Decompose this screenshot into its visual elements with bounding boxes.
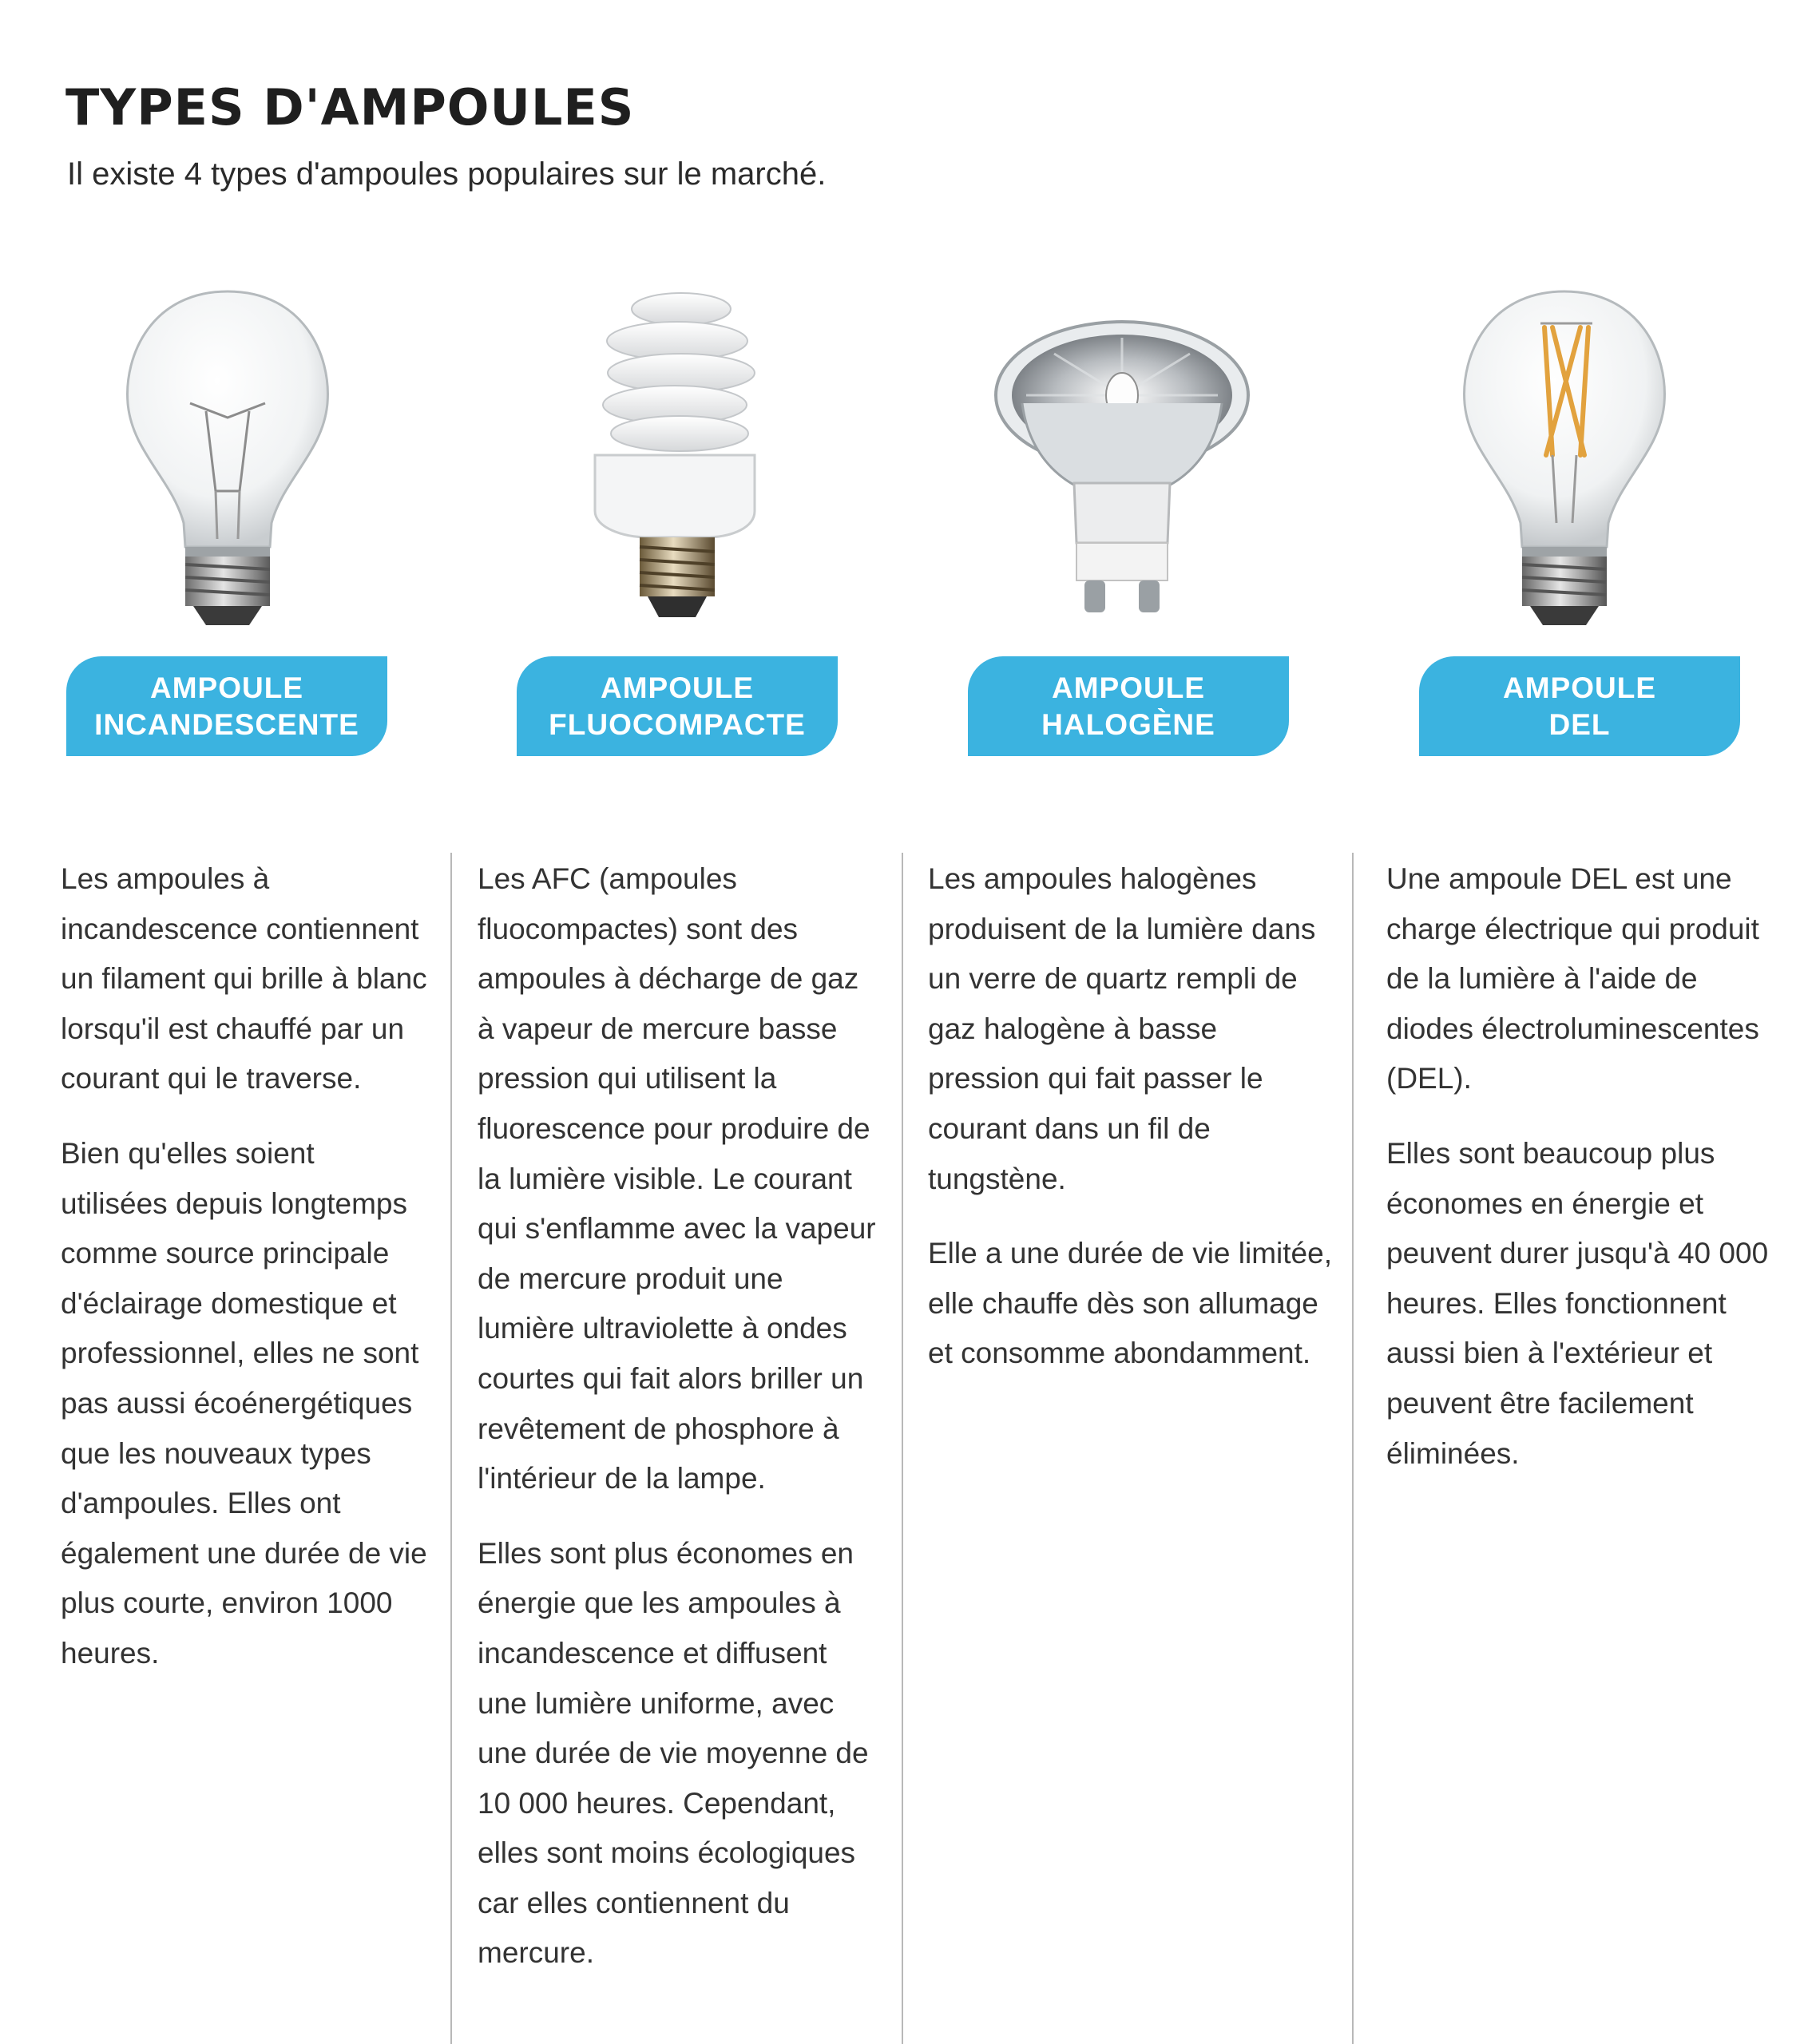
label-fluocompact <box>517 656 838 756</box>
description-incandescent <box>61 854 428 1704</box>
label-line: AMPOULE <box>1503 671 1656 704</box>
label-line: HALOGÈNE <box>1041 707 1215 741</box>
label-halogen <box>968 656 1289 756</box>
halogen-bulb-icon <box>990 283 1254 635</box>
column-divider <box>902 853 903 2044</box>
paragraph: Une ampoule DEL est une charge électrique qui produit de la lumière à l'aide de diodes électroluminescentes (DEL). <box>1386 862 1759 1095</box>
column-divider <box>450 853 452 2044</box>
paragraph: Les AFC (ampoules fluocompactes) sont des ampoules à décharge de gaz à vapeur de mercure basse pression qui utilisent la fluorescence pour produire de la lumière visible. Le courant qui s'enflamme avec la vapeur de mercure produit une lumière ultraviolette à ondes courtes qui fait alors briller un revêtement de phosphore à l'intérieur de la lampe. <box>478 862 876 1495</box>
label-line: AMPOULE <box>601 671 754 704</box>
column-divider <box>1352 853 1354 2044</box>
paragraph: Les ampoules halogènes produisent de la lumière dans un verre de quartz rempli de gaz halogène à basse pression qui fait passer le courant dans un fil de tungstène. <box>928 862 1316 1195</box>
page-title: TYPES D'AMPOULES <box>65 78 635 137</box>
label-line: AMPOULE <box>1052 671 1205 704</box>
label-line: FLUOCOMPACTE <box>549 707 806 741</box>
paragraph: Elle a une durée de vie limitée, elle chauffe dès son allumage et consomme abondamment. <box>928 1237 1332 1370</box>
label-line: INCANDESCENTE <box>94 707 359 741</box>
paragraph: Elles sont plus économes en énergie que les ampoules à incandescence et diffusent une lumière uniforme, avec une durée de vie moyenne de 10 000 heures. Cependant, elles sont moins écologiques car elles contiennent du mercure. <box>478 1536 869 1970</box>
led-filament-bulb-icon <box>1433 283 1696 635</box>
paragraph: Bien qu'elles soient utilisées depuis longtemps comme source principale d'éclairage domestique et professionnel, elles ne sont pas aussi écoénergétiques que les nouveaux types d'ampoules. Elles ont également une durée de vie plus courte, environ 1000 heures. <box>61 1136 427 1670</box>
description-halogen <box>928 854 1335 1404</box>
label-line: AMPOULE <box>150 671 303 704</box>
description-led <box>1386 854 1786 1503</box>
compact-fluorescent-bulb-icon <box>545 283 809 635</box>
label-incandescent <box>66 656 387 756</box>
incandescent-bulb-icon <box>96 283 359 635</box>
paragraph: Les ampoules à incandescence contiennent un filament qui brille à blanc lorsqu'il est chauffé par un courant qui le traverse. <box>61 862 427 1095</box>
paragraph: Elles sont beaucoup plus économes en énergie et peuvent durer jusqu'à 40 000 heures. Elles fonctionnent aussi bien à l'extérieur et peuvent être facilement éliminées. <box>1386 1136 1769 1470</box>
description-fluocompact <box>478 854 881 2003</box>
label-led <box>1419 656 1740 756</box>
page-subtitle: Il existe 4 types d'ampoules populaires sur le marché. <box>67 156 827 192</box>
label-line: DEL <box>1548 707 1611 741</box>
